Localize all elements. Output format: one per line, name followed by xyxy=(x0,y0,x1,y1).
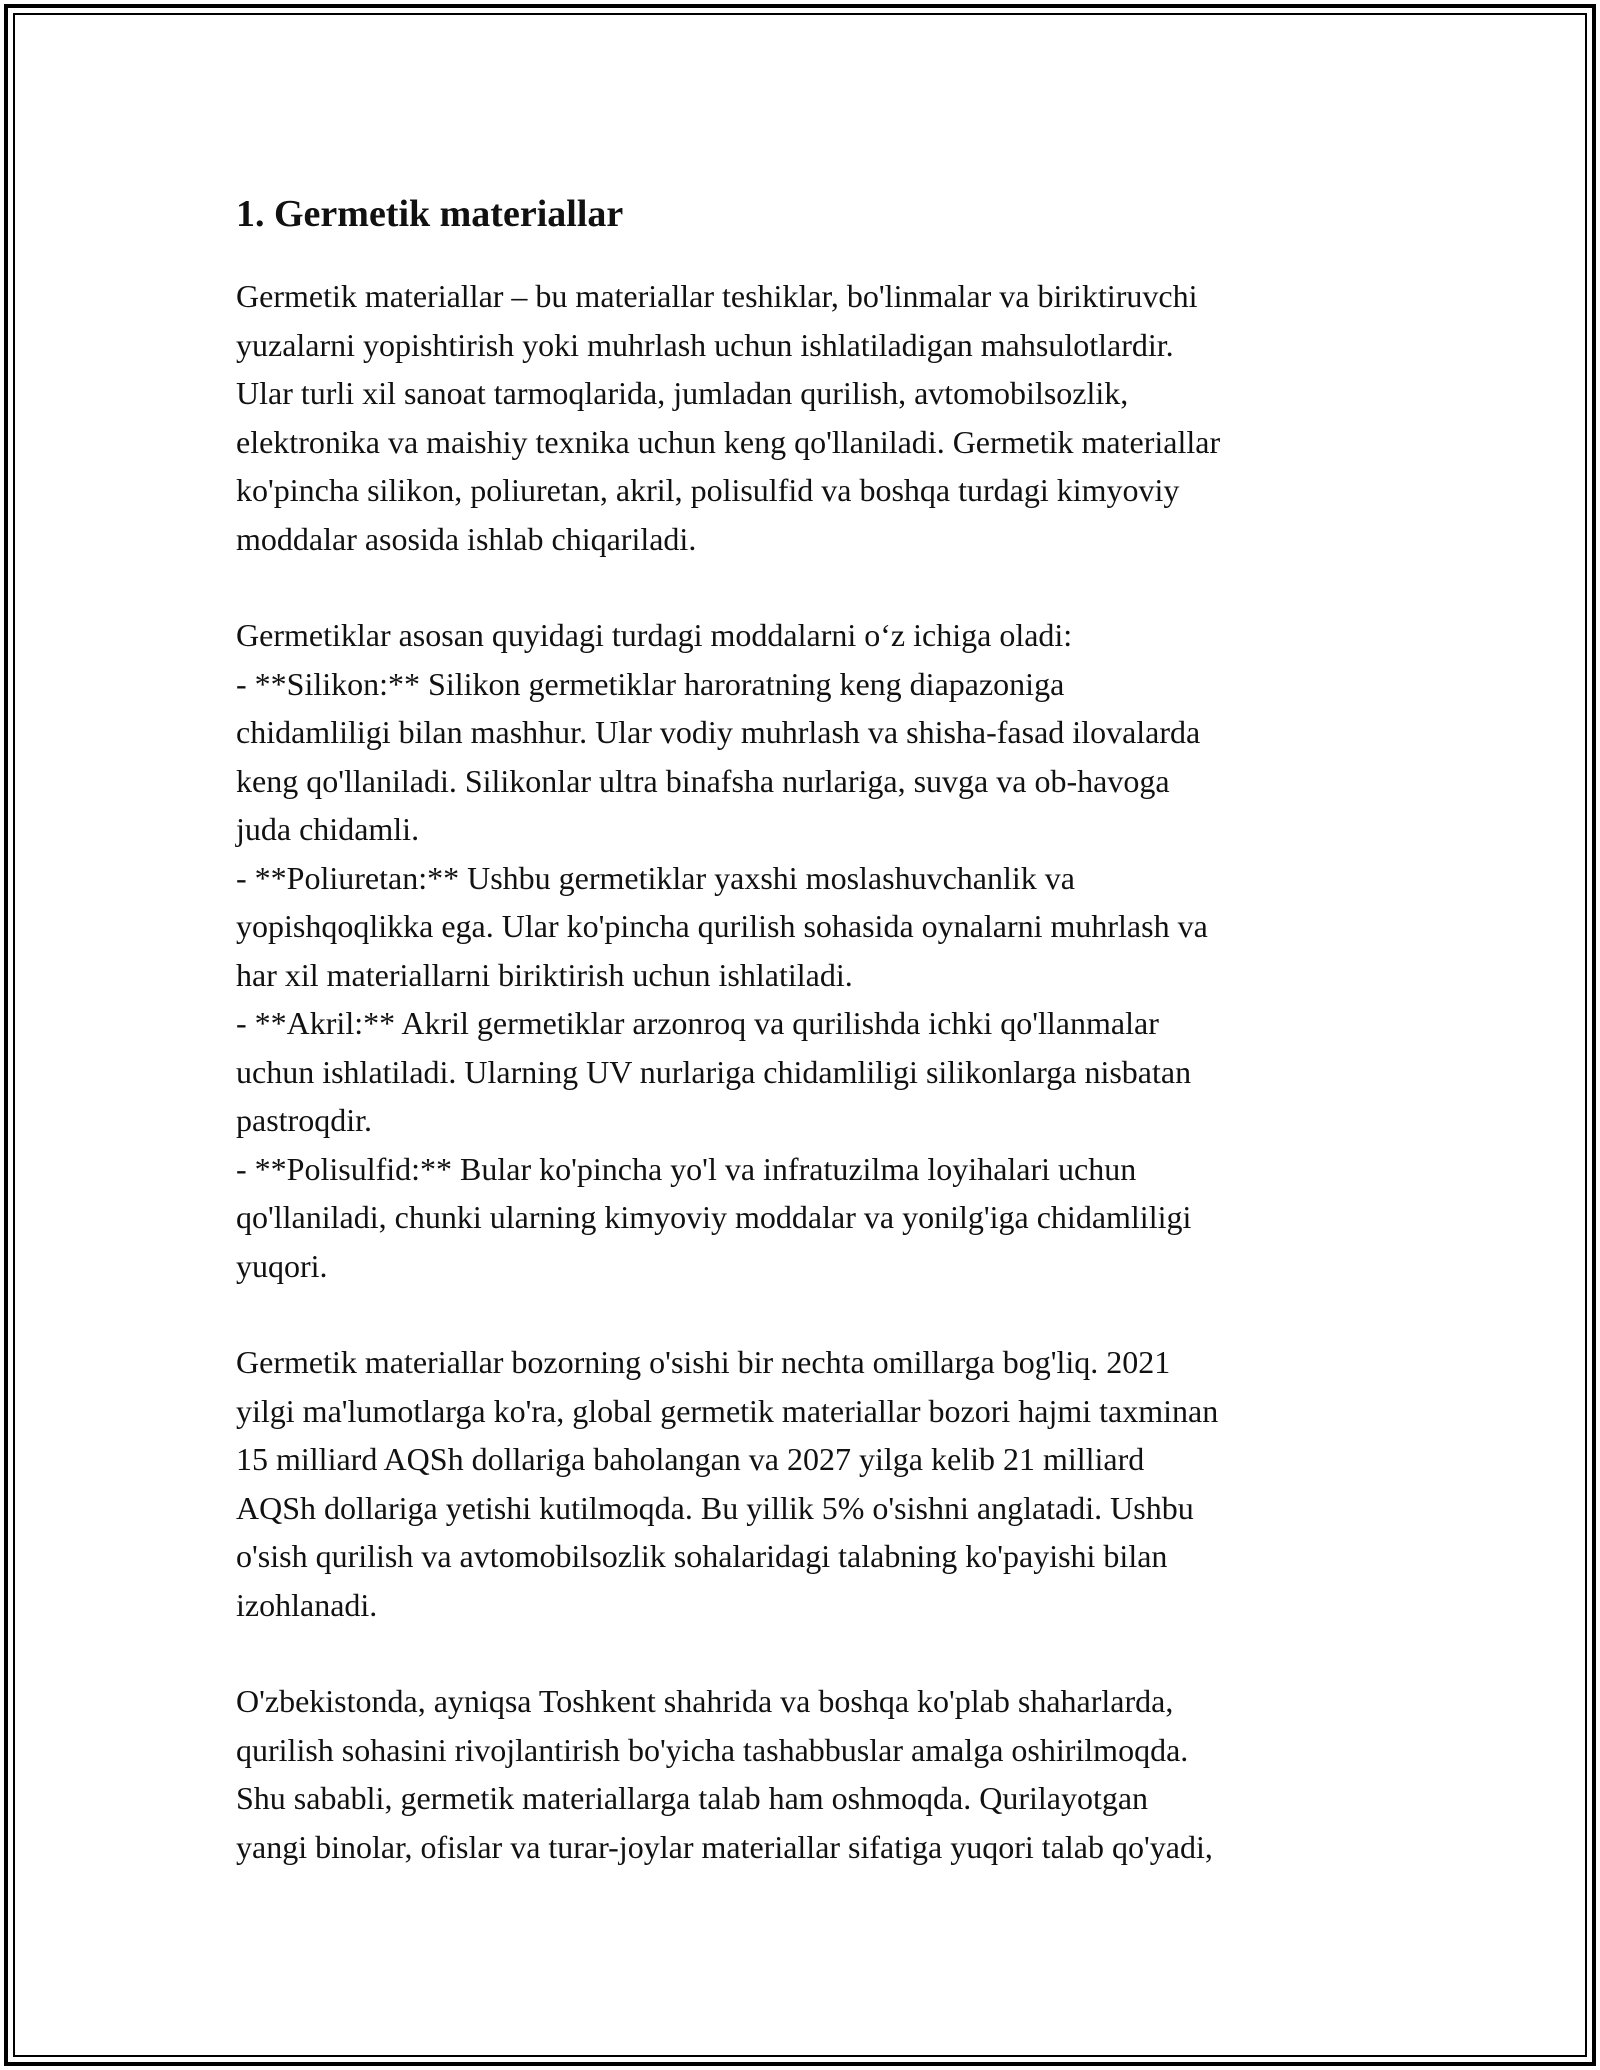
text-line: Germetik materiallar bozorning o'sishi bir nechta omillarga bog'liq. 2021 xyxy=(236,1344,1171,1380)
text-line: yuzalarni yopishtirish yoki muhrlash uchun ishlatiladigan mahsulotlardir. xyxy=(236,326,1174,363)
text-line: Germetiklar asosan quyidagi turdagi moddalarni o‘z ichiga oladi: xyxy=(236,617,1073,653)
paragraph xyxy=(236,1338,1376,1629)
text-line: izohlanadi. xyxy=(236,1586,378,1623)
text-line: juda chidamli. xyxy=(236,811,420,847)
text-line: Shu sababli, germetik materiallarga talab ham oshmoqda. Qurilayotgan xyxy=(236,1780,1149,1816)
text-line: - **Poliuretan:** Ushbu germetiklar yaxshi moslashuvchanlik va xyxy=(236,859,1075,896)
text-line: pastroqdir. xyxy=(236,1102,372,1138)
text-line: AQSh dollariga yetishi kutilmoqda. Bu yillik 5% o'sishni anglatadi. Ushbu xyxy=(236,1489,1194,1526)
text-line: har xil materiallarni biriktirish uchun ishlatiladi. xyxy=(236,956,853,993)
text-line: keng qo'llaniladi. Silikonlar ultra binafsha nurlariga, suvga va ob-havoga xyxy=(236,762,1170,799)
document-body xyxy=(236,186,1376,1919)
text-line: 15 milliard AQSh dollariga baholangan va 2027 yilga kelib 21 milliard xyxy=(236,1441,1145,1477)
text-line: yuqori. xyxy=(236,1247,328,1284)
text-line: O'zbekistonda, ayniqsa Toshkent shahrida va boshqa ko'plab shaharlarda, xyxy=(236,1683,1174,1719)
text-line: moddalar asosida ishlab chiqariladi. xyxy=(236,520,697,557)
section-heading: 1. Germetik materiallar xyxy=(236,193,624,235)
text-line: elektronika va maishiy texnika uchun keng qo'llaniladi. Germetik materiallar xyxy=(236,423,1221,460)
text-line: qo'llaniladi, chunki ularning kimyoviy moddalar va yonilg'iga chidamliligi xyxy=(236,1199,1192,1235)
text-line: yopishqoqlikka ega. Ular ko'pincha qurilish sohasida oynalarni muhrlash va xyxy=(236,908,1208,944)
paragraph xyxy=(236,272,1376,563)
paragraph-container xyxy=(236,272,1376,1871)
text-line: o'sish qurilish va avtomobilsozlik sohalaridagi talabning ko'payishi bilan xyxy=(236,1538,1168,1574)
paragraph xyxy=(236,611,1376,1290)
text-line: Germetik materiallar – bu materiallar teshiklar, bo'linmalar va biriktiruvchi xyxy=(236,278,1198,314)
text-line: - **Polisulfid:** Bular ko'pincha yo'l va infratuzilma loyihalari uchun xyxy=(236,1150,1137,1187)
text-line: yangi binolar, ofislar va turar-joylar materiallar sifatiga yuqori talab qo'yadi, xyxy=(236,1828,1213,1865)
text-line: chidamliligi bilan mashhur. Ular vodiy muhrlash va shisha-fasad ilovalarda xyxy=(236,714,1201,750)
paragraph xyxy=(236,1677,1376,1871)
text-line: Ular turli xil sanoat tarmoqlarida, jumladan qurilish, avtomobilsozlik, xyxy=(236,375,1129,411)
text-line: - **Akril:** Akril germetiklar arzonroq va qurilishda ichki qo'llanmalar xyxy=(236,1005,1159,1041)
text-line: uchun ishlatiladi. Ularning UV nurlariga chidamliligi silikonlarga nisbatan xyxy=(236,1053,1192,1090)
text-line: qurilish sohasini rivojlantirish bo'yicha tashabbuslar amalga oshirilmoqda. xyxy=(236,1731,1189,1768)
text-line: - **Silikon:** Silikon germetiklar haroratning keng diapazoniga xyxy=(236,665,1065,702)
text-line: yilgi ma'lumotlarga ko'ra, global germetik materiallar bozori hajmi taxminan xyxy=(236,1392,1219,1429)
text-line: ko'pincha silikon, poliuretan, akril, polisulfid va boshqa turdagi kimyoviy xyxy=(236,472,1180,508)
